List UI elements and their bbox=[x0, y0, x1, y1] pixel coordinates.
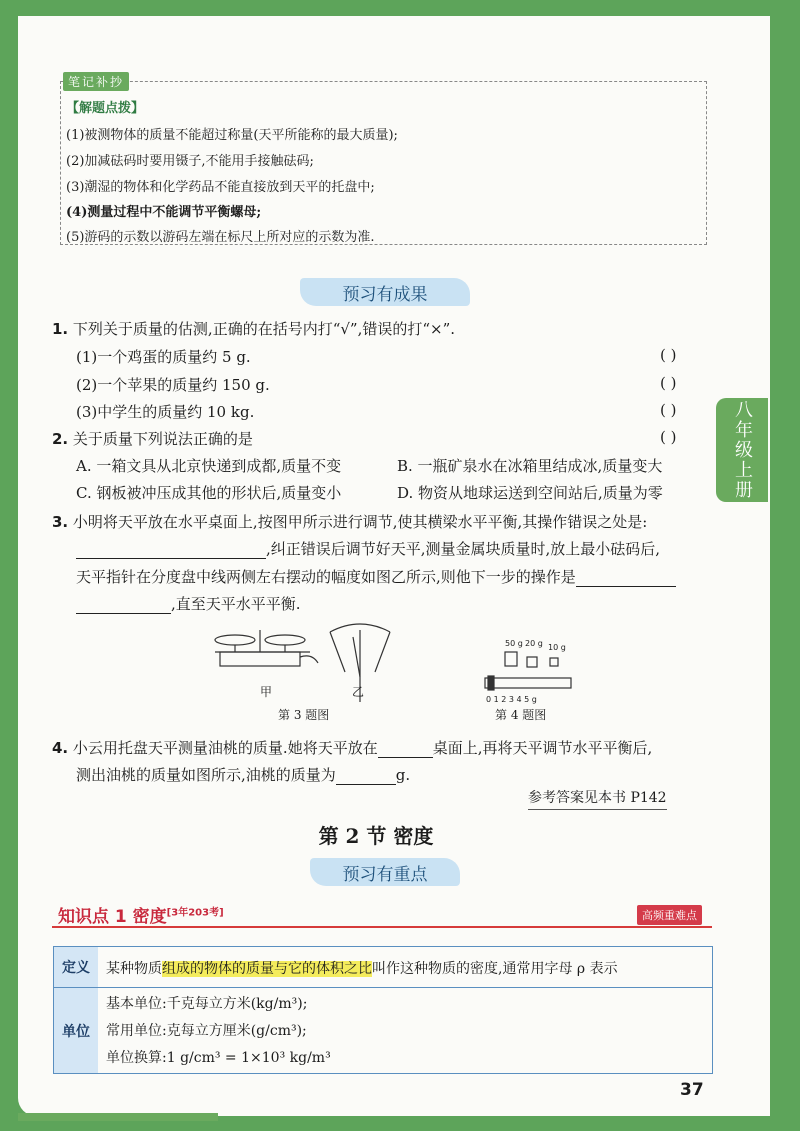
figures bbox=[200, 612, 590, 710]
question-1: 1. 下列关于质量的估测,正确的在括号内打“√”,错误的打“×”. bbox=[52, 320, 456, 338]
answer-blank[interactable] bbox=[378, 743, 433, 758]
figure-yi-label: 乙 bbox=[352, 685, 365, 699]
answer-paren[interactable]: ( ) bbox=[660, 346, 677, 364]
grade-tab: 八年级上册 bbox=[716, 398, 768, 502]
definition-row bbox=[54, 947, 712, 988]
page-number: 37 bbox=[680, 1080, 704, 1100]
option-a: A. 一箱文具从北京快递到成都,质量不变 bbox=[76, 457, 342, 475]
q1-item: (1)一个鸡蛋的质量约 5 g. bbox=[76, 348, 251, 366]
question-2-stem: 关于质量下列说法正确的是 bbox=[72, 430, 253, 448]
answer-paren[interactable]: ( ) bbox=[660, 401, 677, 419]
option-c: C. 钢板被冲压成其他的形状后,质量变小 bbox=[76, 484, 342, 502]
answer-blank[interactable] bbox=[76, 544, 266, 559]
definition-table bbox=[53, 946, 713, 1074]
figure-caption-3: 第 3 题图 bbox=[278, 708, 330, 722]
question-2: 2. 关于质量下列说法正确的是 bbox=[52, 430, 253, 448]
weight-label-10: 10 g bbox=[548, 643, 566, 652]
question-3: 3. 小明将天平放在水平桌面上,按图甲所示进行调节,使其横梁水平平衡,其操作错误之处是: bbox=[52, 513, 648, 531]
answer-blank[interactable] bbox=[76, 599, 171, 614]
highlighted-phrase: 组成的物体的质量与它的体积之比 bbox=[162, 961, 372, 977]
frequency-badge: 高频重难点 bbox=[637, 905, 702, 925]
answer-paren[interactable]: ( ) bbox=[660, 428, 677, 446]
definition-label: 定义 bbox=[54, 947, 98, 987]
option-d: D. 物资从地球运送到空间站后,质量为零 bbox=[397, 484, 663, 502]
option-b: B. 一瓶矿泉水在冰箱里结成冰,质量变大 bbox=[397, 457, 663, 475]
figure-caption-4: 第 4 题图 bbox=[495, 708, 547, 722]
note-line: (4)测量过程中不能调节平衡螺母; bbox=[66, 205, 262, 220]
note-line: (5)游码的示数以游码左端在标尺上所对应的示数为准. bbox=[66, 230, 375, 245]
bottom-strip bbox=[18, 1113, 218, 1121]
note-line: (3)潮湿的物体和化学药品不能直接放到天平的托盘中; bbox=[66, 180, 375, 195]
question-3-line2: ,纠正错误后调节好天平,测量金属块质量时,放上最小砝码后, bbox=[76, 538, 660, 559]
answer-blank[interactable] bbox=[576, 572, 676, 587]
definition-text: 某种物质组成的物体的质量与它的体积之比叫作这种物质的密度,通常用字母 ρ 表示 bbox=[106, 961, 618, 977]
note-line: (1)被测物体的质量不能超过称量(天平所能称的最大质量); bbox=[66, 128, 398, 143]
unit-line: 基本单位:千克每立方米(kg/m³); bbox=[106, 996, 308, 1012]
answer-paren[interactable]: ( ) bbox=[660, 374, 677, 392]
unit-label: 单位 bbox=[54, 988, 98, 1073]
question-3-line4: ,直至天平水平平衡. bbox=[76, 593, 301, 614]
unit-line: 常用单位:克每立方厘米(g/cm³); bbox=[106, 1023, 307, 1039]
question-1-stem: 下列关于质量的估测,正确的在括号内打“√”,错误的打“×”. bbox=[72, 320, 456, 338]
slide-scale-label: 0 1 2 3 4 5 g bbox=[486, 695, 537, 704]
answer-blank[interactable] bbox=[336, 770, 396, 785]
answer-reference-link[interactable]: 参考答案见本书 P142 bbox=[528, 787, 667, 810]
weights-figure bbox=[485, 652, 571, 690]
weight-label-50: 50 g bbox=[505, 639, 523, 648]
question-4: 4. 小云用托盘天平测量油桃的质量.她将天平放在 桌面上,再将天平调节水平平衡后, bbox=[52, 739, 653, 757]
question-3-line3: 天平指针在分度盘中线两侧左右摆动的幅度如图乙所示,则他下一步的操作是 bbox=[76, 566, 676, 587]
weight-label-20: 20 g bbox=[525, 639, 543, 648]
question-4-line2: 测出油桃的质量如图所示,油桃的质量为 g. bbox=[76, 766, 411, 784]
q1-item: (2)一个苹果的质量约 150 g. bbox=[76, 376, 270, 394]
section-title: 第 2 节 密度 bbox=[318, 824, 434, 848]
balance-figure bbox=[215, 630, 318, 666]
section-banner-practice: 预习有成果 bbox=[300, 278, 470, 306]
q1-item: (3)中学生的质量约 10 kg. bbox=[76, 403, 255, 421]
note-line: (2)加减砝码时要用镊子,不能用手接触砝码; bbox=[66, 154, 314, 169]
notes-heading: 【解题点拨】 bbox=[66, 101, 145, 116]
figure-jia-label: 甲 bbox=[260, 685, 273, 699]
knowledge-point-frequency: [3年203考] bbox=[166, 907, 224, 919]
knowledge-point-title: 知识点 1 密度[3年203考] bbox=[58, 907, 224, 927]
unit-line: 单位换算:1 g/cm³ = 1×10³ kg/m³ bbox=[106, 1050, 331, 1066]
section-banner-key: 预习有重点 bbox=[310, 858, 460, 886]
notes-tag: 笔记补抄 bbox=[63, 72, 129, 91]
